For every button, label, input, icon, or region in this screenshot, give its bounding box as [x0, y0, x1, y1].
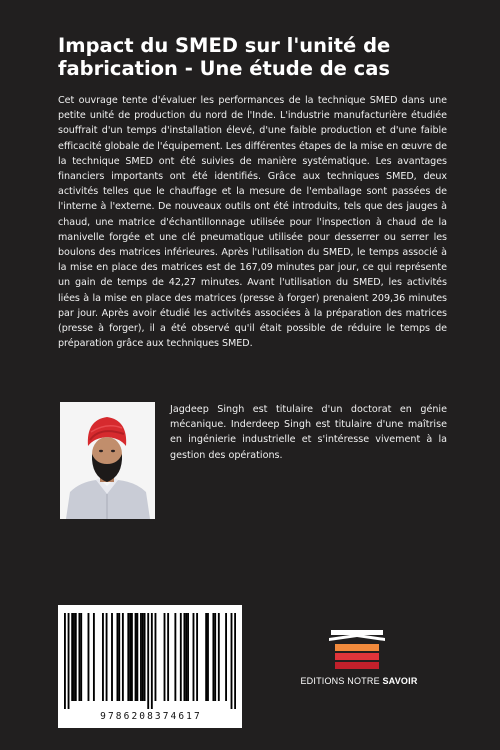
barcode-bar [71, 613, 73, 701]
isbn-number: 9786208374617 [100, 711, 202, 722]
barcode-bar [196, 613, 198, 701]
barcode-bar [193, 613, 195, 701]
barcode-bar [131, 613, 133, 701]
book-summary: Cet ouvrage tente d'évaluer les performances de la technique SMED dans une petite unité de production du nord de l'Inde. L'industrie manufacturière étudiée souffrait d'un temps d'installation élevé, d'une faible production et d'une faible efficacité globale de l'équipement. Les différentes étapes de la mise en œuvre de la technique SMED ont été suivies de manière systématique. Les avantages financiers importants ont été identifiés. Grâce aux techniques SMED, deux activités telles que le chauffage et la mesure de l'emballage sont passées de l'interne à l'externe. De nouveaux outils ont été introduits, tels que des jauges à chaud, une matrice d'échantillonnage utilisée pour l'inspection à chaud de la manivelle forgée et une clé pneumatique utilisée pour desserrer ou serrer les boulons des matrices inférieures. Après l'utilisation du SMED, le temps associé à la mise en place des matrices est de 167,09 minutes par jour, ce qui représente un gain de temps de 42,27 minutes. Avant l'utilisation du SMED, les activités liées à la mise en place des matrices (presse à forger) prenaient 209,36 minutes par jour. Après avoir étudié les activités associées à la préparation des matrices (presse à forger), il a été observé qu'il était possible de réduire le temps de préparation grâce aux techniques SMED. [58, 95, 447, 350]
title-line-2: fabrication - Une étude de cas [58, 57, 391, 80]
barcode-bar [102, 613, 104, 701]
barcode-bar [151, 613, 153, 709]
barcode-bar [234, 613, 236, 709]
barcode-bar [218, 613, 220, 701]
barcode-bar [64, 613, 66, 709]
barcode-bar [78, 613, 80, 701]
barcode-bar [118, 613, 120, 701]
author-portrait-icon [60, 402, 155, 519]
barcode-bar [127, 613, 129, 701]
barcode-bars [64, 613, 236, 709]
barcode-bar [142, 613, 144, 701]
publisher-bold: SAVOIR [382, 676, 418, 686]
barcode-bar [207, 613, 209, 701]
barcode-bar [106, 613, 108, 701]
barcode-bar [129, 613, 131, 701]
barcode-bar [122, 613, 124, 701]
barcode-bar [214, 613, 216, 701]
author-photo [60, 402, 155, 519]
publisher-prefix: EDITIONS NOTRE [300, 676, 380, 686]
barcode-bar [88, 613, 90, 701]
barcode-bar [111, 613, 113, 701]
barcode-bar [147, 613, 149, 709]
barcode-bar [231, 613, 233, 709]
barcode-bar [174, 613, 176, 701]
barcode-bar [117, 613, 119, 701]
barcode-bar [180, 613, 182, 701]
barcode-bar [75, 613, 77, 701]
barcode-bar [225, 613, 227, 701]
barcode-bar [68, 613, 70, 709]
barcode-bar [136, 613, 138, 701]
author-bio: Jagdeep Singh est titulaire d'un doctorat en génie mécanique. Inderdeep Singh est titulaire d'une maîtrise en ingénierie industrielle et s'intéresse vivement à la gestion des opérations. [170, 404, 447, 461]
book-title [58, 34, 458, 80]
barcode-bar [164, 613, 166, 701]
title-line-1: Impact du SMED sur l'unité de [58, 34, 391, 57]
barcode-bar [212, 613, 214, 701]
barcode-bar [183, 613, 185, 701]
barcode-bar [144, 613, 146, 701]
barcode-bar [73, 613, 75, 701]
barcode-bar [155, 613, 157, 701]
barcode-bar [80, 613, 82, 701]
barcode-bar [167, 613, 169, 701]
barcode-bar [185, 613, 187, 701]
barcode-bar [135, 613, 137, 701]
isbn-barcode [58, 605, 242, 728]
stacked-books-logo-icon [325, 628, 389, 670]
publisher-name [294, 676, 424, 686]
barcode-bar [140, 613, 142, 701]
barcode-bar [205, 613, 207, 701]
barcode-bar [93, 613, 95, 701]
barcode-bar [187, 613, 189, 701]
